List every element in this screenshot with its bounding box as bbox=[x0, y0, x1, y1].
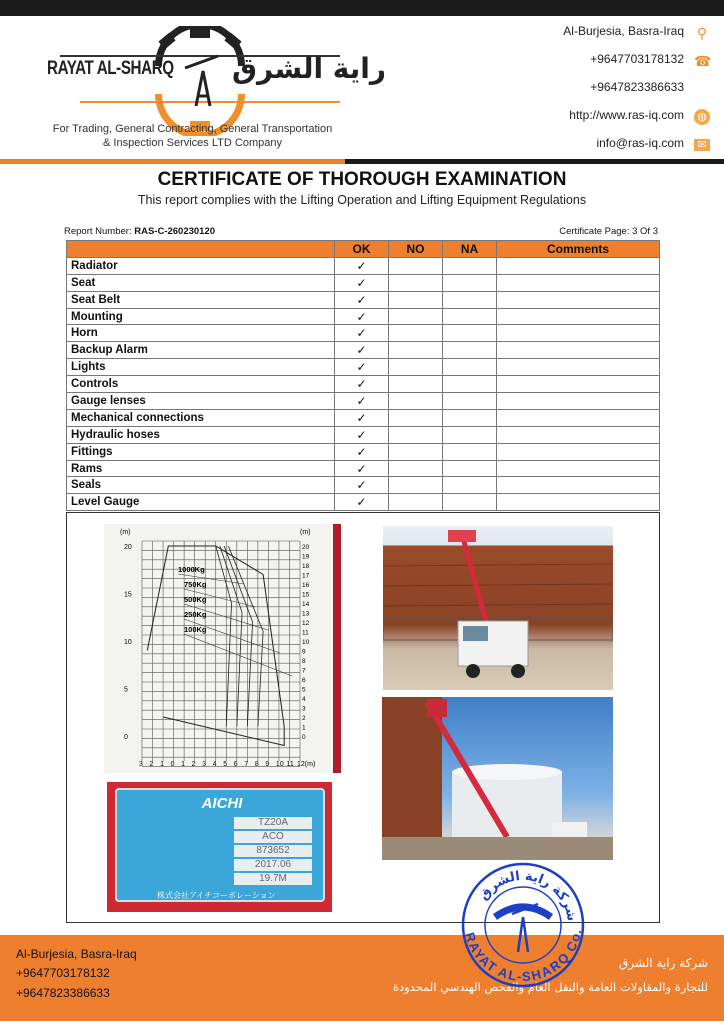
footer-company-ar: شركة راية الشرق bbox=[619, 956, 708, 970]
row-comments-cell bbox=[497, 393, 660, 410]
company-tagline bbox=[30, 122, 355, 150]
chart-bottom-tick: 1 bbox=[181, 761, 186, 768]
row-no-cell bbox=[389, 376, 443, 393]
nameplate-brand: AICHI bbox=[201, 795, 243, 812]
chart-bottom-tick: 1 bbox=[160, 761, 164, 768]
report-number-value: RAS-C-260230120 bbox=[134, 226, 216, 237]
load-chart-diagram bbox=[104, 524, 340, 773]
row-item-label: Rams bbox=[67, 460, 335, 477]
logo-text-en: RAYAT AL-SHARQ bbox=[47, 58, 174, 79]
chart-right-tick: 15 bbox=[302, 591, 310, 599]
row-item-label: Mechanical connections bbox=[67, 409, 335, 426]
row-comments-cell bbox=[497, 477, 660, 494]
svg-text:شركة راية الشرق bbox=[476, 869, 579, 923]
document-subtitle: This report complies with the Lifting Operation and Lifting Equipment Regulations bbox=[137, 193, 587, 207]
chart-right-tick: 17 bbox=[302, 572, 310, 580]
chart-left-tick: 5 bbox=[124, 686, 128, 694]
nameplate-height: 19.7M bbox=[234, 873, 312, 885]
nameplate-date: 2017.06 bbox=[234, 859, 312, 871]
row-comments-cell bbox=[497, 308, 660, 325]
report-number bbox=[64, 226, 215, 237]
row-item-label: Fittings bbox=[67, 443, 335, 460]
chart-load-label: 1000Kg bbox=[178, 565, 205, 574]
chart-right-tick: 13 bbox=[302, 610, 310, 618]
row-ok-check: ✓ bbox=[335, 426, 389, 443]
certificate-page: Certificate Page: 3 Of 3 bbox=[559, 226, 658, 237]
row-na-cell bbox=[443, 426, 497, 443]
document-title: CERTIFICATE OF THOROUGH EXAMINATION bbox=[157, 169, 567, 190]
row-comments-cell bbox=[497, 291, 660, 308]
footer-phone-2: +9647823386633 bbox=[16, 986, 110, 1000]
crane-truck-photo-1 bbox=[383, 526, 613, 690]
row-comments-cell bbox=[497, 376, 660, 393]
chart-bottom-tick: 4 bbox=[212, 761, 217, 768]
chart-right-tick: 5 bbox=[302, 686, 306, 694]
company-stamp bbox=[460, 862, 586, 988]
chart-bottom-tick: 9 bbox=[265, 761, 270, 768]
top-bar bbox=[0, 0, 724, 16]
row-na-cell bbox=[443, 308, 497, 325]
row-no-cell bbox=[389, 308, 443, 325]
chart-bottom-tick: 7 bbox=[244, 761, 249, 768]
row-na-cell bbox=[443, 274, 497, 291]
row-no-cell bbox=[389, 460, 443, 477]
row-na-cell bbox=[443, 359, 497, 376]
chart-bottom-tick: 0 bbox=[170, 761, 175, 768]
chart-bottom-tick: 10 bbox=[275, 761, 284, 768]
row-no-cell bbox=[389, 257, 443, 274]
chart-left-tick: 10 bbox=[124, 639, 132, 646]
table-row bbox=[67, 342, 660, 359]
row-ok-check: ✓ bbox=[335, 291, 389, 308]
row-na-cell bbox=[443, 291, 497, 308]
chart-right-tick: 9 bbox=[302, 648, 306, 656]
chart-right-tick: 18 bbox=[302, 563, 310, 570]
row-comments-cell bbox=[497, 409, 660, 426]
row-na-cell bbox=[443, 477, 497, 494]
chart-right-tick: 6 bbox=[302, 677, 306, 684]
row-na-cell bbox=[443, 393, 497, 410]
chart-load-label: 750Kg bbox=[184, 580, 207, 589]
chart-right-tick: 1 bbox=[302, 724, 306, 732]
row-ok-check: ✓ bbox=[335, 257, 389, 274]
table-row bbox=[67, 359, 660, 376]
phone-icon: ☎ bbox=[694, 53, 712, 69]
contact-website[interactable]: http://www.ras-iq.com bbox=[569, 108, 684, 122]
header-ok: OK bbox=[335, 241, 389, 258]
row-ok-check: ✓ bbox=[335, 477, 389, 494]
row-no-cell bbox=[389, 274, 443, 291]
load-chart-photo bbox=[104, 524, 340, 773]
row-item-label: Lights bbox=[67, 359, 335, 376]
row-comments-cell bbox=[497, 274, 660, 291]
table-row bbox=[67, 494, 660, 511]
table-row bbox=[67, 443, 660, 460]
contact-address: Al-Burjesia, Basra-Iraq bbox=[563, 24, 684, 38]
contact-email[interactable]: info@ras-iq.com bbox=[596, 136, 684, 150]
table-row bbox=[67, 393, 660, 410]
chart-right-tick: 19 bbox=[302, 553, 310, 561]
chart-right-tick: 11 bbox=[302, 629, 309, 637]
table-row bbox=[67, 460, 660, 477]
crane-truck-photo-2 bbox=[382, 697, 613, 860]
row-ok-check: ✓ bbox=[335, 359, 389, 376]
row-no-cell bbox=[389, 291, 443, 308]
contact-phone-2: +9647823386633 bbox=[590, 80, 684, 94]
chart-load-label: 500Kg bbox=[184, 595, 207, 604]
row-no-cell bbox=[389, 359, 443, 376]
row-na-cell bbox=[443, 257, 497, 274]
globe-icon: ◍ bbox=[694, 109, 710, 125]
chart-right-tick: 20 bbox=[302, 544, 310, 551]
chart-right-tick: 3 bbox=[302, 705, 306, 713]
location-pin-icon: ⚲ bbox=[696, 25, 708, 41]
row-item-label: Seat bbox=[67, 274, 335, 291]
row-comments-cell bbox=[497, 342, 660, 359]
footer-description-ar: للتجارة والمقاولات العامة والنقل العام والفحص الهندسي المحدودة bbox=[392, 980, 708, 994]
mail-icon: ✉ bbox=[694, 139, 710, 151]
row-ok-check: ✓ bbox=[335, 308, 389, 325]
row-no-cell bbox=[389, 477, 443, 494]
chart-bottom-tick: 2 bbox=[149, 761, 154, 768]
row-na-cell bbox=[443, 443, 497, 460]
chart-bottom-tick: 12(m) bbox=[297, 761, 316, 768]
row-item-label: Radiator bbox=[67, 257, 335, 274]
chart-bottom-tick: 3 bbox=[202, 761, 207, 768]
row-no-cell bbox=[389, 325, 443, 342]
row-item-label: Backup Alarm bbox=[67, 342, 335, 359]
table-header-row bbox=[67, 241, 660, 258]
row-na-cell bbox=[443, 325, 497, 342]
row-na-cell bbox=[443, 376, 497, 393]
header-na: NA bbox=[443, 241, 497, 258]
row-no-cell bbox=[389, 393, 443, 410]
row-na-cell bbox=[443, 494, 497, 511]
table-row bbox=[67, 257, 660, 274]
chart-load-pointer bbox=[184, 634, 292, 676]
chart-bottom-tick: 5 bbox=[223, 761, 228, 768]
chart-right-tick: 2 bbox=[302, 715, 306, 722]
chart-bottom-tick: 8 bbox=[254, 761, 259, 768]
row-comments-cell bbox=[497, 257, 660, 274]
nameplate-model: TZ20A bbox=[234, 817, 312, 829]
nameplate-serial: 873652 bbox=[234, 845, 312, 857]
chart-left-tick: 15 bbox=[124, 591, 132, 599]
header-rule-dark bbox=[345, 159, 724, 164]
row-no-cell bbox=[389, 342, 443, 359]
row-no-cell bbox=[389, 426, 443, 443]
chart-left-tick: 20 bbox=[124, 544, 132, 551]
chart-bottom-tick: 2 bbox=[191, 761, 196, 768]
chart-unit-right: (m) bbox=[300, 529, 311, 536]
crane-tank-illustration bbox=[382, 697, 613, 860]
report-number-label: Report Number: bbox=[64, 226, 135, 237]
nameplate-maker: 株式会社アイチコーポレーション bbox=[157, 891, 276, 900]
row-na-cell bbox=[443, 342, 497, 359]
chart-right-tick: 12 bbox=[302, 620, 310, 627]
row-no-cell bbox=[389, 443, 443, 460]
chart-right-tick: 4 bbox=[302, 696, 306, 703]
chart-right-tick: 10 bbox=[302, 639, 310, 646]
footer-phone-1: +9647703178132 bbox=[16, 966, 110, 980]
row-ok-check: ✓ bbox=[335, 443, 389, 460]
row-na-cell bbox=[443, 409, 497, 426]
row-item-label: Controls bbox=[67, 376, 335, 393]
row-ok-check: ✓ bbox=[335, 325, 389, 342]
row-item-label: Horn bbox=[67, 325, 335, 342]
row-comments-cell bbox=[497, 325, 660, 342]
chart-bottom-tick: 3 bbox=[139, 761, 143, 768]
row-comments-cell bbox=[497, 426, 660, 443]
logo-text-ar: راية الشرق bbox=[232, 52, 387, 85]
row-no-cell bbox=[389, 409, 443, 426]
chart-right-tick: 7 bbox=[302, 667, 306, 675]
table-row bbox=[67, 274, 660, 291]
stamp-text-ar: شركة راية الشرق bbox=[476, 868, 580, 923]
header-item bbox=[67, 241, 335, 258]
header-rule-orange bbox=[0, 159, 345, 164]
table-row bbox=[67, 325, 660, 342]
table-row bbox=[67, 308, 660, 325]
table-row bbox=[67, 409, 660, 426]
table-row bbox=[67, 426, 660, 443]
equipment-nameplate-photo bbox=[107, 782, 332, 912]
row-ok-check: ✓ bbox=[335, 274, 389, 291]
row-comments-cell bbox=[497, 494, 660, 511]
row-comments-cell bbox=[497, 359, 660, 376]
chart-right-tick: 16 bbox=[302, 582, 310, 589]
photo-edge bbox=[333, 524, 341, 773]
chart-bottom-tick: 11 bbox=[286, 761, 294, 768]
row-ok-check: ✓ bbox=[335, 342, 389, 359]
row-ok-check: ✓ bbox=[335, 409, 389, 426]
tagline-line-1: For Trading, General Contracting, General Transportation bbox=[52, 123, 333, 135]
row-item-label: Mounting bbox=[67, 308, 335, 325]
row-ok-check: ✓ bbox=[335, 494, 389, 511]
crane-truck-illustration bbox=[383, 526, 613, 690]
tagline-line-2: & Inspection Services LTD Company bbox=[103, 137, 282, 149]
chart-unit-left: (m) bbox=[120, 529, 131, 536]
row-item-label: Hydraulic hoses bbox=[67, 426, 335, 443]
chart-right-tick: 8 bbox=[302, 658, 306, 665]
row-ok-check: ✓ bbox=[335, 460, 389, 477]
row-item-label: Level Gauge bbox=[67, 494, 335, 511]
header-no: NO bbox=[389, 241, 443, 258]
footer-address: Al-Burjesia, Basra-Iraq bbox=[16, 947, 137, 961]
row-ok-check: ✓ bbox=[335, 393, 389, 410]
table-row bbox=[67, 376, 660, 393]
table-row bbox=[67, 477, 660, 494]
chart-load-label: 100Kg bbox=[184, 625, 207, 634]
contact-phone-1: +9647703178132 bbox=[590, 52, 684, 66]
nameplate-spec: ACO bbox=[234, 831, 312, 843]
row-na-cell bbox=[443, 460, 497, 477]
row-comments-cell bbox=[497, 443, 660, 460]
row-item-label: Seat Belt bbox=[67, 291, 335, 308]
stamp-text-en: RAYAT AL-SHARQ Co. bbox=[462, 928, 585, 985]
header-comments: Comments bbox=[497, 241, 660, 258]
chart-right-tick: 14 bbox=[302, 601, 310, 608]
inspection-checklist-table bbox=[66, 240, 660, 511]
svg-text:RAYAT AL-SHARQ Co. bbox=[462, 928, 584, 984]
table-row bbox=[67, 291, 660, 308]
row-ok-check: ✓ bbox=[335, 376, 389, 393]
row-comments-cell bbox=[497, 460, 660, 477]
chart-right-tick: 0 bbox=[302, 734, 306, 741]
chart-load-label: 250Kg bbox=[184, 610, 207, 619]
chart-left-tick: 0 bbox=[124, 734, 128, 741]
row-item-label: Gauge lenses bbox=[67, 393, 335, 410]
nameplate bbox=[115, 788, 325, 902]
chart-bottom-tick: 6 bbox=[233, 761, 238, 768]
row-no-cell bbox=[389, 494, 443, 511]
row-item-label: Seals bbox=[67, 477, 335, 494]
